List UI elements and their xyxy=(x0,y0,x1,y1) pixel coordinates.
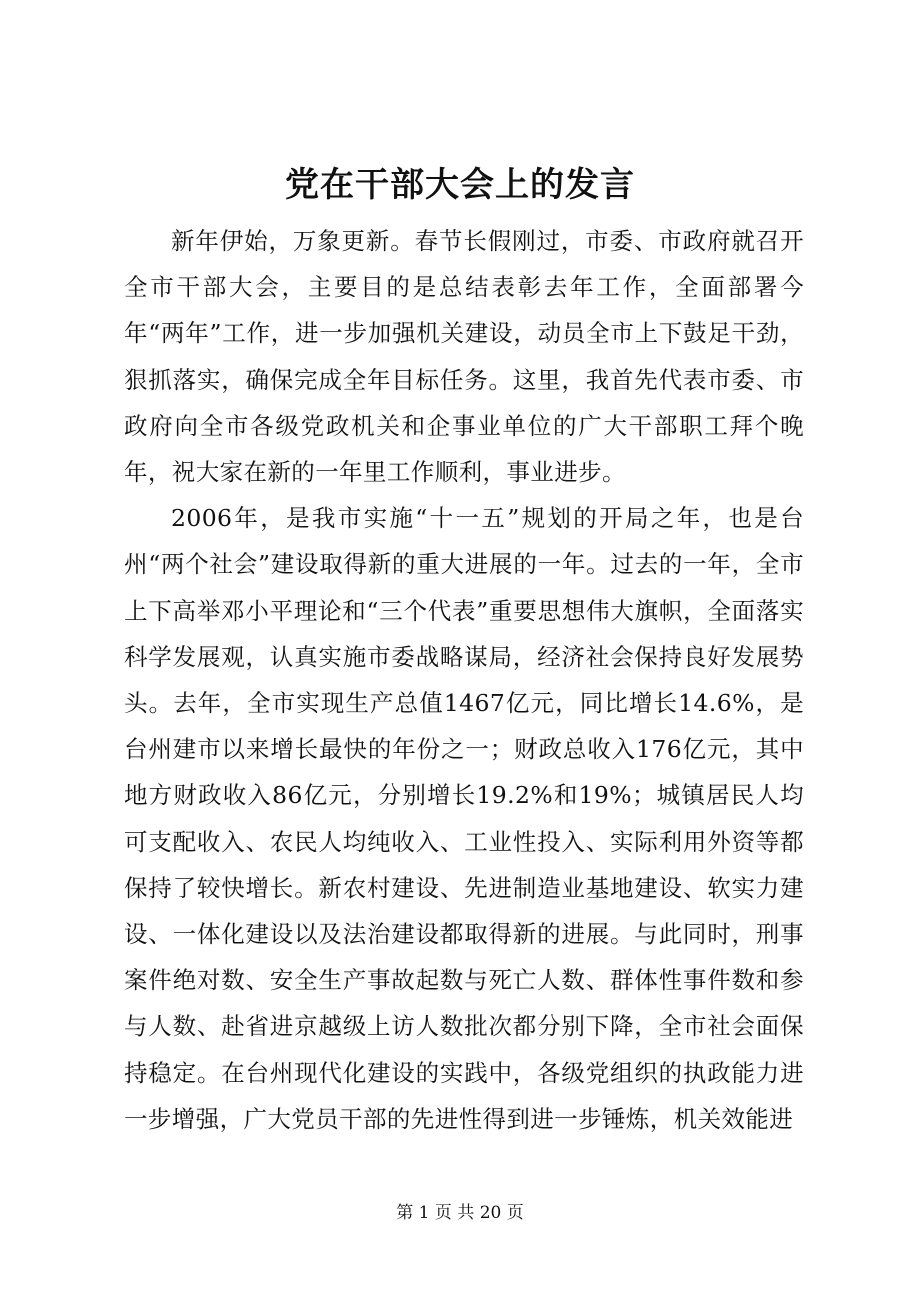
document-body xyxy=(124,218,804,1142)
paragraph-opening: 新年伊始，万象更新。春节长假刚过，市委、市政府就召开全市干部大会，主要目的是总结表彰去年工作，全面部署今年“两年”工作，进一步加强机关建设，动员全市上下鼓足干劲，狠抓落实，确保完成全年目标任务。这里，我首先代表市委、市政府向全市各级党政机关和企事业单位的广大干部职工拜个晚年，祝大家在新的一年里工作顺利，事业进步。 xyxy=(124,227,804,487)
paragraph-review-2006: 2006年，是我市实施“十一五”规划的开局之年，也是台州“两个社会”建设取得新的重大进展的一年。过去的一年，全市上下高举邓小平理论和“三个代表”重要思想伟大旗帜，全面落实科学发展观，认真实施市委战略谋局，经济社会保持良好发展势头。去年，全市实现生产总值1467亿元，同比增长14.6%，是台州建市以来增长最快的年份之一；财政总收入176亿元，其中地方财政收入86亿元，分别增长19.2%和19%；城镇居民人均可支配收入、农民人均纯收入、工业性投入、实际利用外资等都保持了较快增长。新农村建设、先进制造业基地建设、软实力建设、一体化建设以及法治建设都取得新的进展。与此同时，刑事案件绝对数、安全生产事故起数与死亡人数、群体性事件数和参与人数、赴省进京越级上访人数批次都分别下降，全市社会面保持稳定。在台州现代化建设的实践中，各级党组织的执政能力进一步增强，广大党员干部的先进性得到进一步锤炼，机关效能进 xyxy=(124,504,804,1133)
document-title: 党在干部大会上的发言 xyxy=(285,165,635,205)
page-number: 第 1 页 共 20 页 xyxy=(396,1203,524,1223)
